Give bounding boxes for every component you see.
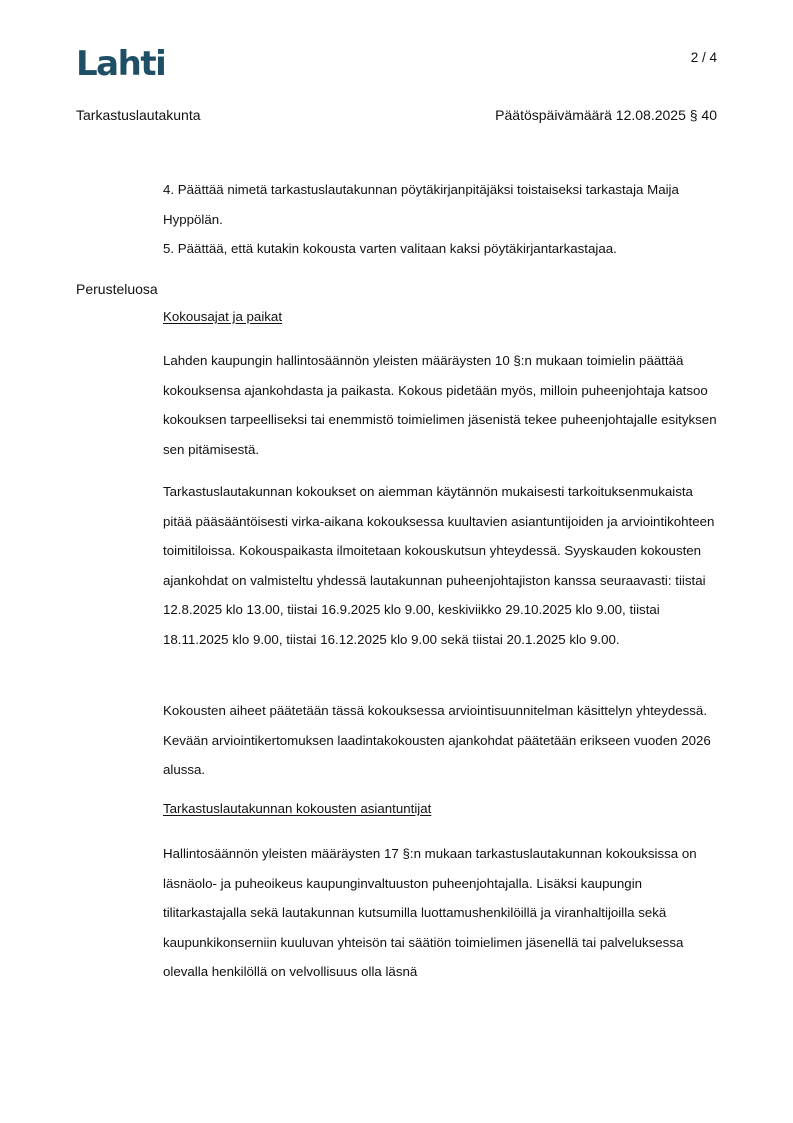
decision-date: Päätöspäivämäärä 12.08.2025 § 40 [495, 107, 717, 123]
decision-item-4: 4. Päättää nimetä tarkastuslautakunnan pöytäkirjanpitäjäksi toistaiseksi tarkastaja Maija Hyppölän. [163, 182, 679, 227]
paragraph-text: Lahden kaupungin hallintosäännön yleisten määräysten 10 §:n mukaan toimielin päättää kokouksensa ajankohdasta ja paikasta. Kokous pidetään myös, milloin puheenjohtaja katsoo kokouksen tarpeelliseksi tai enemmistö toimielimen jäsenistä tekee puheenjohtajalle esityksen sen pitämisestä. [163, 353, 717, 457]
organization-name: Tarkastuslautakunta [76, 107, 201, 123]
decision-list [163, 175, 723, 264]
page-number: 2 / 4 [690, 50, 717, 65]
paragraph-meeting-topics [163, 696, 723, 785]
subheading-meeting-experts: Tarkastuslautakunnan kokousten asiantuntijat [163, 801, 432, 816]
paragraph-text: Tarkastuslautakunnan kokoukset on aiemman käytännön mukaisesti tarkoituksenmukaista pitää pääsääntöisesti virka-aikana kokouksessa kuultavien asiantuntijoiden ja arviointikohteen toimitiloissa. Kokouspaikasta ilmoitetaan kokouskutsun yhteydessä. Syyskauden kokousten ajankohdat on valmisteltu yhdessä lautakunnan puheenjohtajiston kanssa seuraavasti: tiistai 12.8.2025 klo 13.00, tiistai 16.9.2025 klo 9.00, keskiviikko 29.10.2025 klo 9.00, tiistai 18.11.2025 klo 9.00, tiistai 16.12.2025 klo 9.00 sekä tiistai 20.1.2025 klo 9.00. [163, 484, 715, 647]
paragraph-meeting-schedule [163, 477, 723, 654]
lahti-logo: Lahti [76, 44, 166, 84]
paragraph-text: Hallintosäännön yleisten määräysten 17 §:n mukaan tarkastuslautakunnan kokouksissa on läsnäolo- ja puheoikeus kaupunginvaltuuston puheenjohtajalla. Lisäksi kaupungin tilitarkastajalla sekä lautakunnan kutsumilla luottamushenkilöillä ja viranhaltijoilla sekä kaupunkikonserniin kuuluvan yhteisön tai säätiön toimielimen jäsenellä tai palveluksessa olevalla henkilöllä on velvollisuus olla läsnä [163, 846, 697, 979]
paragraph-attendance [163, 839, 723, 987]
subheading-meeting-times: Kokousajat ja paikat [163, 309, 283, 324]
rationale-section-label: Perusteluosa [76, 281, 158, 297]
decision-item-5: 5. Päättää, että kutakin kokousta varten valitaan kaksi pöytäkirjantarkastajaa. [163, 241, 617, 256]
paragraph-meeting-rules [163, 346, 723, 464]
paragraph-text: Kokousten aiheet päätetään tässä kokouksessa arviointisuunnitelman käsittelyn yhteydessä. Kevään arviointikertomuksen laadintakokousten ajankohdat päätetään erikseen vuoden 2026 alussa. [163, 703, 711, 777]
